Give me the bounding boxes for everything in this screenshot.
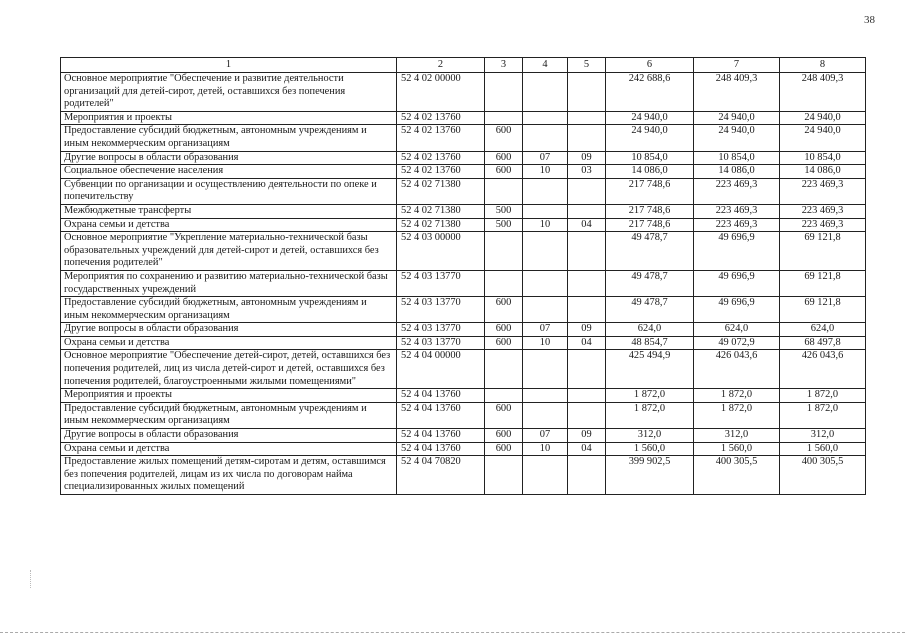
row-code-cell: 52 4 02 71380: [397, 218, 485, 232]
row-value-col7-cell: 400 305,5: [694, 456, 780, 495]
row-value-col6-cell: 312,0: [606, 429, 694, 443]
row-value-col7-cell: 10 854,0: [694, 151, 780, 165]
row-value-col7-cell: 426 043,6: [694, 350, 780, 389]
table-row: [61, 350, 866, 389]
row-subsection-cell: [568, 297, 606, 323]
row-expense-type-cell: [485, 111, 523, 125]
row-expense-type-cell: 600: [485, 336, 523, 350]
row-section-cell: [523, 111, 568, 125]
row-name-cell: Мероприятия и проекты: [61, 111, 397, 125]
row-value-col7-cell: 223 469,3: [694, 218, 780, 232]
row-code-cell: 52 4 02 00000: [397, 73, 485, 112]
table-row: [61, 389, 866, 403]
header-row: [61, 58, 866, 73]
column-header-7: 7: [694, 58, 780, 73]
table-row: [61, 204, 866, 218]
row-name-cell: Другие вопросы в области образования: [61, 429, 397, 443]
table-row: [61, 429, 866, 443]
row-value-col8-cell: 69 121,8: [780, 270, 866, 296]
row-code-cell: 52 4 04 13760: [397, 402, 485, 428]
row-value-col6-cell: 425 494,9: [606, 350, 694, 389]
row-code-cell: 52 4 04 13760: [397, 389, 485, 403]
table-row: [61, 402, 866, 428]
row-value-col7-cell: 1 560,0: [694, 442, 780, 456]
table-row: [61, 336, 866, 350]
row-code-cell: 52 4 04 13760: [397, 429, 485, 443]
row-value-col8-cell: 1 872,0: [780, 402, 866, 428]
row-subsection-cell: [568, 111, 606, 125]
budget-table: [60, 57, 866, 495]
row-section-cell: [523, 402, 568, 428]
row-section-cell: [523, 350, 568, 389]
row-subsection-cell: 09: [568, 151, 606, 165]
row-value-col7-cell: 1 872,0: [694, 402, 780, 428]
row-value-col7-cell: 24 940,0: [694, 111, 780, 125]
row-name-cell: Социальное обеспечение населения: [61, 165, 397, 179]
row-subsection-cell: [568, 232, 606, 271]
row-expense-type-cell: [485, 456, 523, 495]
row-value-col8-cell: 24 940,0: [780, 125, 866, 151]
row-value-col7-cell: 624,0: [694, 323, 780, 337]
row-expense-type-cell: [485, 270, 523, 296]
row-expense-type-cell: [485, 389, 523, 403]
row-code-cell: 52 4 04 00000: [397, 350, 485, 389]
row-value-col7-cell: 24 940,0: [694, 125, 780, 151]
row-value-col8-cell: 69 121,8: [780, 232, 866, 271]
row-value-col8-cell: 248 409,3: [780, 73, 866, 112]
row-subsection-cell: 04: [568, 442, 606, 456]
row-value-col8-cell: 68 497,8: [780, 336, 866, 350]
table-row: [61, 178, 866, 204]
row-code-cell: 52 4 03 00000: [397, 232, 485, 271]
row-section-cell: [523, 204, 568, 218]
column-header-6: 6: [606, 58, 694, 73]
table-row: [61, 270, 866, 296]
column-header-5: 5: [568, 58, 606, 73]
row-name-cell: Охрана семьи и детства: [61, 442, 397, 456]
row-subsection-cell: [568, 178, 606, 204]
row-name-cell: Основное мероприятие "Укрепление материально-технической базы образовательных учреждений для детей-сирот и детей, оставшихся без попечения родителей": [61, 232, 397, 271]
row-section-cell: [523, 389, 568, 403]
row-subsection-cell: 04: [568, 218, 606, 232]
table-row: [61, 232, 866, 271]
row-expense-type-cell: [485, 350, 523, 389]
row-code-cell: 52 4 02 13760: [397, 111, 485, 125]
table-row: [61, 111, 866, 125]
row-name-cell: Охрана семьи и детства: [61, 218, 397, 232]
table-row: [61, 151, 866, 165]
row-value-col6-cell: 217 748,6: [606, 178, 694, 204]
row-value-col6-cell: 48 854,7: [606, 336, 694, 350]
row-name-cell: Другие вопросы в области образования: [61, 151, 397, 165]
row-code-cell: 52 4 03 13770: [397, 336, 485, 350]
row-section-cell: 10: [523, 442, 568, 456]
row-name-cell: Субвенции по организации и осуществлению деятельности по опеке и попечительству: [61, 178, 397, 204]
row-value-col8-cell: 624,0: [780, 323, 866, 337]
table-row: [61, 323, 866, 337]
row-value-col8-cell: 223 469,3: [780, 218, 866, 232]
row-subsection-cell: [568, 204, 606, 218]
row-value-col6-cell: 217 748,6: [606, 218, 694, 232]
row-section-cell: 10: [523, 218, 568, 232]
row-name-cell: Предоставление жилых помещений детям-сиротам и детям, оставшимся без попечения родителей, лицам из их числа по договорам найма специализированных жилых помещений: [61, 456, 397, 495]
row-value-col8-cell: 14 086,0: [780, 165, 866, 179]
row-value-col6-cell: 1 560,0: [606, 442, 694, 456]
row-value-col6-cell: 24 940,0: [606, 111, 694, 125]
row-name-cell: Другие вопросы в области образования: [61, 323, 397, 337]
row-value-col6-cell: 49 478,7: [606, 297, 694, 323]
row-expense-type-cell: 600: [485, 402, 523, 428]
row-subsection-cell: 09: [568, 429, 606, 443]
row-section-cell: [523, 232, 568, 271]
row-name-cell: Мероприятия по сохранению и развитию материально-технической базы государственных учреждений: [61, 270, 397, 296]
row-code-cell: 52 4 03 13770: [397, 297, 485, 323]
table-row: [61, 456, 866, 495]
scan-margin-mark: [30, 570, 33, 588]
row-expense-type-cell: 600: [485, 442, 523, 456]
row-code-cell: 52 4 03 13770: [397, 323, 485, 337]
row-section-cell: 07: [523, 429, 568, 443]
row-name-cell: Предоставление субсидий бюджетным, автономным учреждениям и иным некоммерческим организациям: [61, 125, 397, 151]
column-header-1: 1: [61, 58, 397, 73]
row-value-col7-cell: 49 696,9: [694, 297, 780, 323]
table-row: [61, 73, 866, 112]
row-section-cell: [523, 456, 568, 495]
row-value-col7-cell: 49 696,9: [694, 232, 780, 271]
scan-footer-line: [0, 632, 905, 635]
row-value-col6-cell: 14 086,0: [606, 165, 694, 179]
row-value-col8-cell: 223 469,3: [780, 178, 866, 204]
row-value-col6-cell: 24 940,0: [606, 125, 694, 151]
row-value-col6-cell: 1 872,0: [606, 402, 694, 428]
row-value-col6-cell: 217 748,6: [606, 204, 694, 218]
row-subsection-cell: 04: [568, 336, 606, 350]
row-value-col8-cell: 24 940,0: [780, 111, 866, 125]
row-value-col6-cell: 399 902,5: [606, 456, 694, 495]
table-body: [61, 73, 866, 495]
table-row: [61, 218, 866, 232]
row-value-col8-cell: 1 872,0: [780, 389, 866, 403]
row-value-col6-cell: 10 854,0: [606, 151, 694, 165]
row-value-col6-cell: 624,0: [606, 323, 694, 337]
row-name-cell: Предоставление субсидий бюджетным, автономным учреждениям и иным некоммерческим организациям: [61, 402, 397, 428]
row-value-col6-cell: 49 478,7: [606, 232, 694, 271]
row-value-col7-cell: 248 409,3: [694, 73, 780, 112]
table-header: [61, 58, 866, 73]
row-value-col8-cell: 400 305,5: [780, 456, 866, 495]
row-value-col8-cell: 10 854,0: [780, 151, 866, 165]
row-value-col6-cell: 1 872,0: [606, 389, 694, 403]
row-section-cell: [523, 73, 568, 112]
row-code-cell: 52 4 02 71380: [397, 204, 485, 218]
row-subsection-cell: [568, 125, 606, 151]
page-number: 38: [864, 14, 875, 26]
row-name-cell: Основное мероприятие "Обеспечение детей-сирот, детей, оставшихся без попечения родителей, лиц из числа детей-сирот и детей, оставшихся без попечения родителей, благоустроенными жилыми помещениями": [61, 350, 397, 389]
row-subsection-cell: [568, 350, 606, 389]
row-code-cell: 52 4 04 13760: [397, 442, 485, 456]
row-expense-type-cell: [485, 232, 523, 271]
row-expense-type-cell: 600: [485, 165, 523, 179]
row-subsection-cell: [568, 402, 606, 428]
row-name-cell: Охрана семьи и детства: [61, 336, 397, 350]
budget-table-container: [60, 57, 865, 495]
row-subsection-cell: [568, 389, 606, 403]
row-expense-type-cell: 600: [485, 323, 523, 337]
row-value-col7-cell: 223 469,3: [694, 204, 780, 218]
row-subsection-cell: 09: [568, 323, 606, 337]
row-code-cell: 52 4 02 13760: [397, 165, 485, 179]
row-code-cell: 52 4 03 13770: [397, 270, 485, 296]
row-value-col7-cell: 14 086,0: [694, 165, 780, 179]
row-value-col6-cell: 49 478,7: [606, 270, 694, 296]
row-expense-type-cell: 500: [485, 218, 523, 232]
row-value-col8-cell: 312,0: [780, 429, 866, 443]
row-subsection-cell: [568, 270, 606, 296]
row-name-cell: Мероприятия и проекты: [61, 389, 397, 403]
column-header-4: 4: [523, 58, 568, 73]
row-subsection-cell: [568, 456, 606, 495]
row-section-cell: [523, 178, 568, 204]
row-value-col8-cell: 426 043,6: [780, 350, 866, 389]
column-header-3: 3: [485, 58, 523, 73]
row-subsection-cell: [568, 73, 606, 112]
row-code-cell: 52 4 02 71380: [397, 178, 485, 204]
row-section-cell: 07: [523, 323, 568, 337]
row-section-cell: [523, 270, 568, 296]
row-value-col7-cell: 49 696,9: [694, 270, 780, 296]
row-subsection-cell: 03: [568, 165, 606, 179]
row-expense-type-cell: 600: [485, 297, 523, 323]
row-code-cell: 52 4 04 70820: [397, 456, 485, 495]
row-value-col6-cell: 242 688,6: [606, 73, 694, 112]
row-expense-type-cell: 600: [485, 151, 523, 165]
table-row: [61, 442, 866, 456]
row-section-cell: 07: [523, 151, 568, 165]
row-expense-type-cell: 600: [485, 125, 523, 151]
column-header-8: 8: [780, 58, 866, 73]
row-value-col8-cell: 69 121,8: [780, 297, 866, 323]
row-value-col8-cell: 223 469,3: [780, 204, 866, 218]
row-value-col8-cell: 1 560,0: [780, 442, 866, 456]
row-value-col7-cell: 312,0: [694, 429, 780, 443]
table-row: [61, 165, 866, 179]
row-name-cell: Предоставление субсидий бюджетным, автономным учреждениям и иным некоммерческим организациям: [61, 297, 397, 323]
row-section-cell: [523, 297, 568, 323]
row-code-cell: 52 4 02 13760: [397, 151, 485, 165]
row-value-col7-cell: 1 872,0: [694, 389, 780, 403]
row-section-cell: 10: [523, 336, 568, 350]
column-header-2: 2: [397, 58, 485, 73]
row-section-cell: 10: [523, 165, 568, 179]
row-section-cell: [523, 125, 568, 151]
row-expense-type-cell: 500: [485, 204, 523, 218]
row-expense-type-cell: [485, 73, 523, 112]
row-expense-type-cell: [485, 178, 523, 204]
row-value-col7-cell: 223 469,3: [694, 178, 780, 204]
table-row: [61, 297, 866, 323]
row-code-cell: 52 4 02 13760: [397, 125, 485, 151]
row-value-col7-cell: 49 072,9: [694, 336, 780, 350]
table-row: [61, 125, 866, 151]
row-expense-type-cell: 600: [485, 429, 523, 443]
row-name-cell: Межбюджетные трансферты: [61, 204, 397, 218]
row-name-cell: Основное мероприятие "Обеспечение и развитие деятельности организаций для детей-сирот, детей, оставшихся без попечения родителей": [61, 73, 397, 112]
